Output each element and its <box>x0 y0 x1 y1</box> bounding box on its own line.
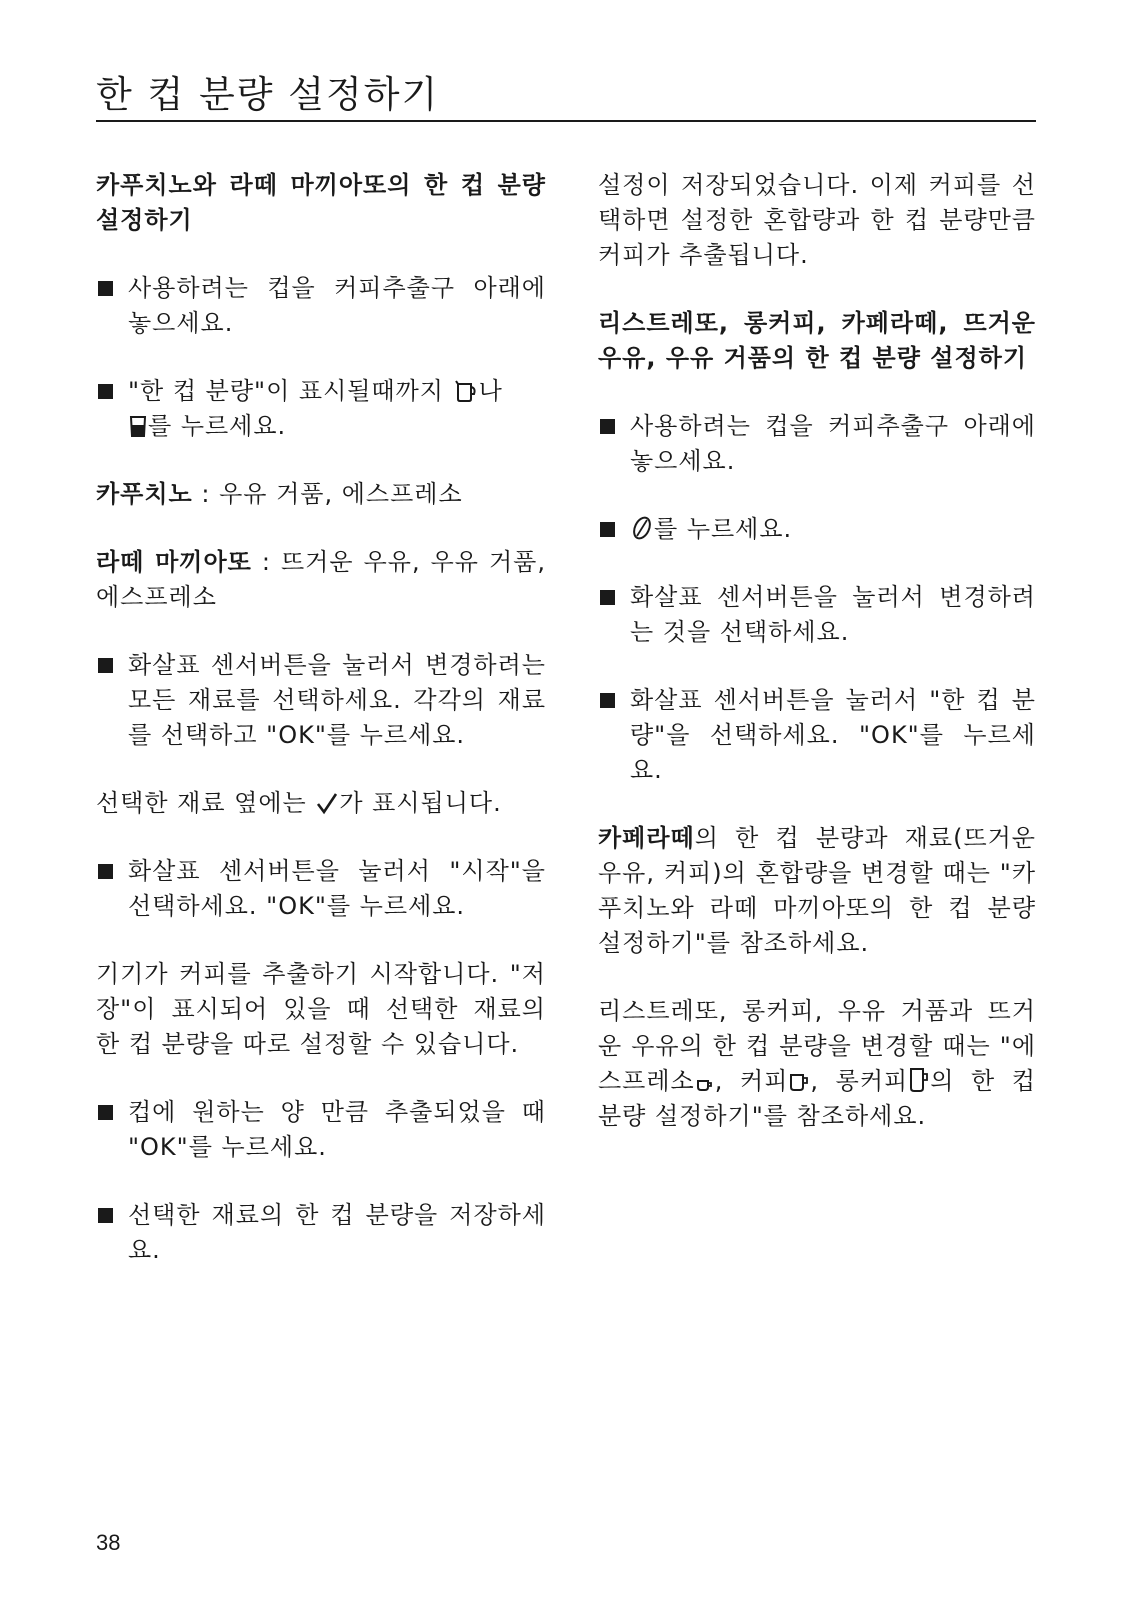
bullet-square-icon <box>98 1208 113 1223</box>
paragraph-text: 기기가 커피를 추출하기 시작합니다. "저장"이 표시되어 있을 때 선택한 재료의 한 컵 분량을 따로 설정할 수 있습니다. <box>96 960 546 1058</box>
instruction-text-part: "한 컵 분량"이 표시될때까지 <box>128 377 453 405</box>
list-item <box>598 512 1036 547</box>
paragraph-part: 의 한 컵 분량 설정하기"를 참조하세요. <box>598 1067 1036 1130</box>
bullet-square-icon <box>600 693 615 708</box>
instruction-text: 선택한 재료의 한 컵 분량을 저장하세요. <box>128 1201 546 1264</box>
milk-glass-icon <box>129 414 147 438</box>
section-heading-cappuccino <box>96 168 546 238</box>
instruction-text: 화살표 센서버튼을 눌러서 변경하려는 것을 선택하세요. <box>630 583 1036 646</box>
bullet-square-icon <box>600 419 615 434</box>
paragraph-text <box>598 994 1036 1134</box>
list-item <box>96 374 546 444</box>
check-note-text <box>96 786 546 821</box>
bullet-square-icon <box>98 864 113 879</box>
left-column <box>96 168 546 1301</box>
desc-caffe-latte: 의 한 컵 분량과 재료(뜨거운 우유, 커피)의 혼합량을 변경할 때는 "카푸치노와 라떼 마끼아또의 한 컵 분량 설정하기"를 참조하세요. <box>598 824 1036 957</box>
paragraph-part: 리스트레또, 롱커피, 우유 거품과 뜨거운 우유의 한 컵 분량을 변경할 때는 "에스프레소 <box>598 997 1036 1095</box>
list-item <box>598 580 1036 650</box>
instruction-text: 컵에 원하는 양 만큼 추출되었을 때 "OK"를 누르세요. <box>128 1098 546 1161</box>
paragraph <box>96 957 546 1062</box>
list-item <box>96 648 546 753</box>
instruction-text <box>630 512 1036 547</box>
coffee-bean-icon <box>631 515 653 541</box>
term-cappuccino: 카푸치노 <box>96 480 193 508</box>
list-item <box>96 271 546 341</box>
ingredient-line-cappuccino <box>96 477 546 512</box>
checkmark-icon <box>316 791 338 815</box>
paragraph <box>598 821 1036 961</box>
coffee-cup-icon <box>789 1071 809 1093</box>
ingredient-line-latte <box>96 545 546 615</box>
instruction-text <box>128 374 546 444</box>
list-item <box>598 683 1036 788</box>
check-note <box>96 786 546 821</box>
page-number: 38 <box>96 1530 121 1555</box>
title-divider <box>96 120 1036 122</box>
desc-cappuccino: : 우유 거품, 에스프레소 <box>192 480 463 508</box>
desc-latte-macchiato: : 뜨거운 우유, 우유 거품, 에스프레소 <box>96 548 546 611</box>
list-item <box>598 409 1036 479</box>
instruction-text-part: 를 누르세요. <box>654 515 793 543</box>
paragraph-text: 설정이 저장되었습니다. 이제 커피를 선택하면 설정한 혼합량과 한 컵 분량만큼 커피가 추출됩니다. <box>598 171 1036 269</box>
check-note-part: 가 표시됩니다. <box>339 789 502 817</box>
page-title: 한 컵 분량 설정하기 <box>96 73 440 116</box>
espresso-cup-icon <box>696 1075 714 1093</box>
paragraph <box>598 994 1036 1134</box>
paragraph-part: , 롱커피 <box>810 1067 909 1095</box>
bullet-square-icon <box>98 1105 113 1120</box>
long-coffee-cup-icon <box>909 1067 929 1093</box>
bullet-square-icon <box>98 281 113 296</box>
check-note-part: 선택한 재료 옆에는 <box>96 789 316 817</box>
bullet-square-icon <box>600 522 615 537</box>
instruction-text: 화살표 센서버튼을 눌러서 "한 컵 분량"을 선택하세요. "OK"를 누르세요. <box>630 686 1036 784</box>
ingredient-note <box>96 477 546 512</box>
bullet-square-icon <box>600 590 615 605</box>
instruction-text: 화살표 센서버튼을 눌러서 "시작"을 선택하세요. "OK"를 누르세요. <box>128 857 546 920</box>
bullet-square-icon <box>98 384 113 399</box>
term-latte-macchiato: 라떼 마끼아또 <box>96 548 252 576</box>
pitcher-icon <box>454 379 478 403</box>
instruction-text: 사용하려는 컵을 커피추출구 아래에 놓으세요. <box>128 274 546 337</box>
paragraph-text <box>598 821 1036 961</box>
paragraph <box>598 168 1036 273</box>
list-item <box>96 854 546 924</box>
instruction-text: 사용하려는 컵을 커피추출구 아래에 놓으세요. <box>630 412 1036 475</box>
list-item <box>96 1198 546 1268</box>
instruction-text: 화살표 센서버튼을 눌러서 변경하려는 모든 재료를 선택하세요. 각각의 재료를 선택하고 "OK"를 누르세요. <box>128 651 546 749</box>
term-caffe-latte: 카페라떼 <box>598 824 695 852</box>
instruction-text-part: 를 누르세요. <box>148 412 287 440</box>
instruction-text-part: 나 <box>478 377 503 405</box>
heading-other-drinks: 리스트레또, 롱커피, 카페라떼, 뜨거운 우유, 우유 거품의 한 컵 분량 설정하기 <box>598 309 1036 372</box>
list-item <box>96 1095 546 1165</box>
ingredient-note <box>96 545 546 615</box>
right-column <box>598 168 1036 1167</box>
heading-cappuccino-latte: 카푸치노와 라떼 마끼아또의 한 컵 분량 설정하기 <box>96 171 546 234</box>
section-heading-others <box>598 306 1036 376</box>
paragraph-part: , 커피 <box>714 1067 789 1095</box>
bullet-square-icon <box>98 658 113 673</box>
